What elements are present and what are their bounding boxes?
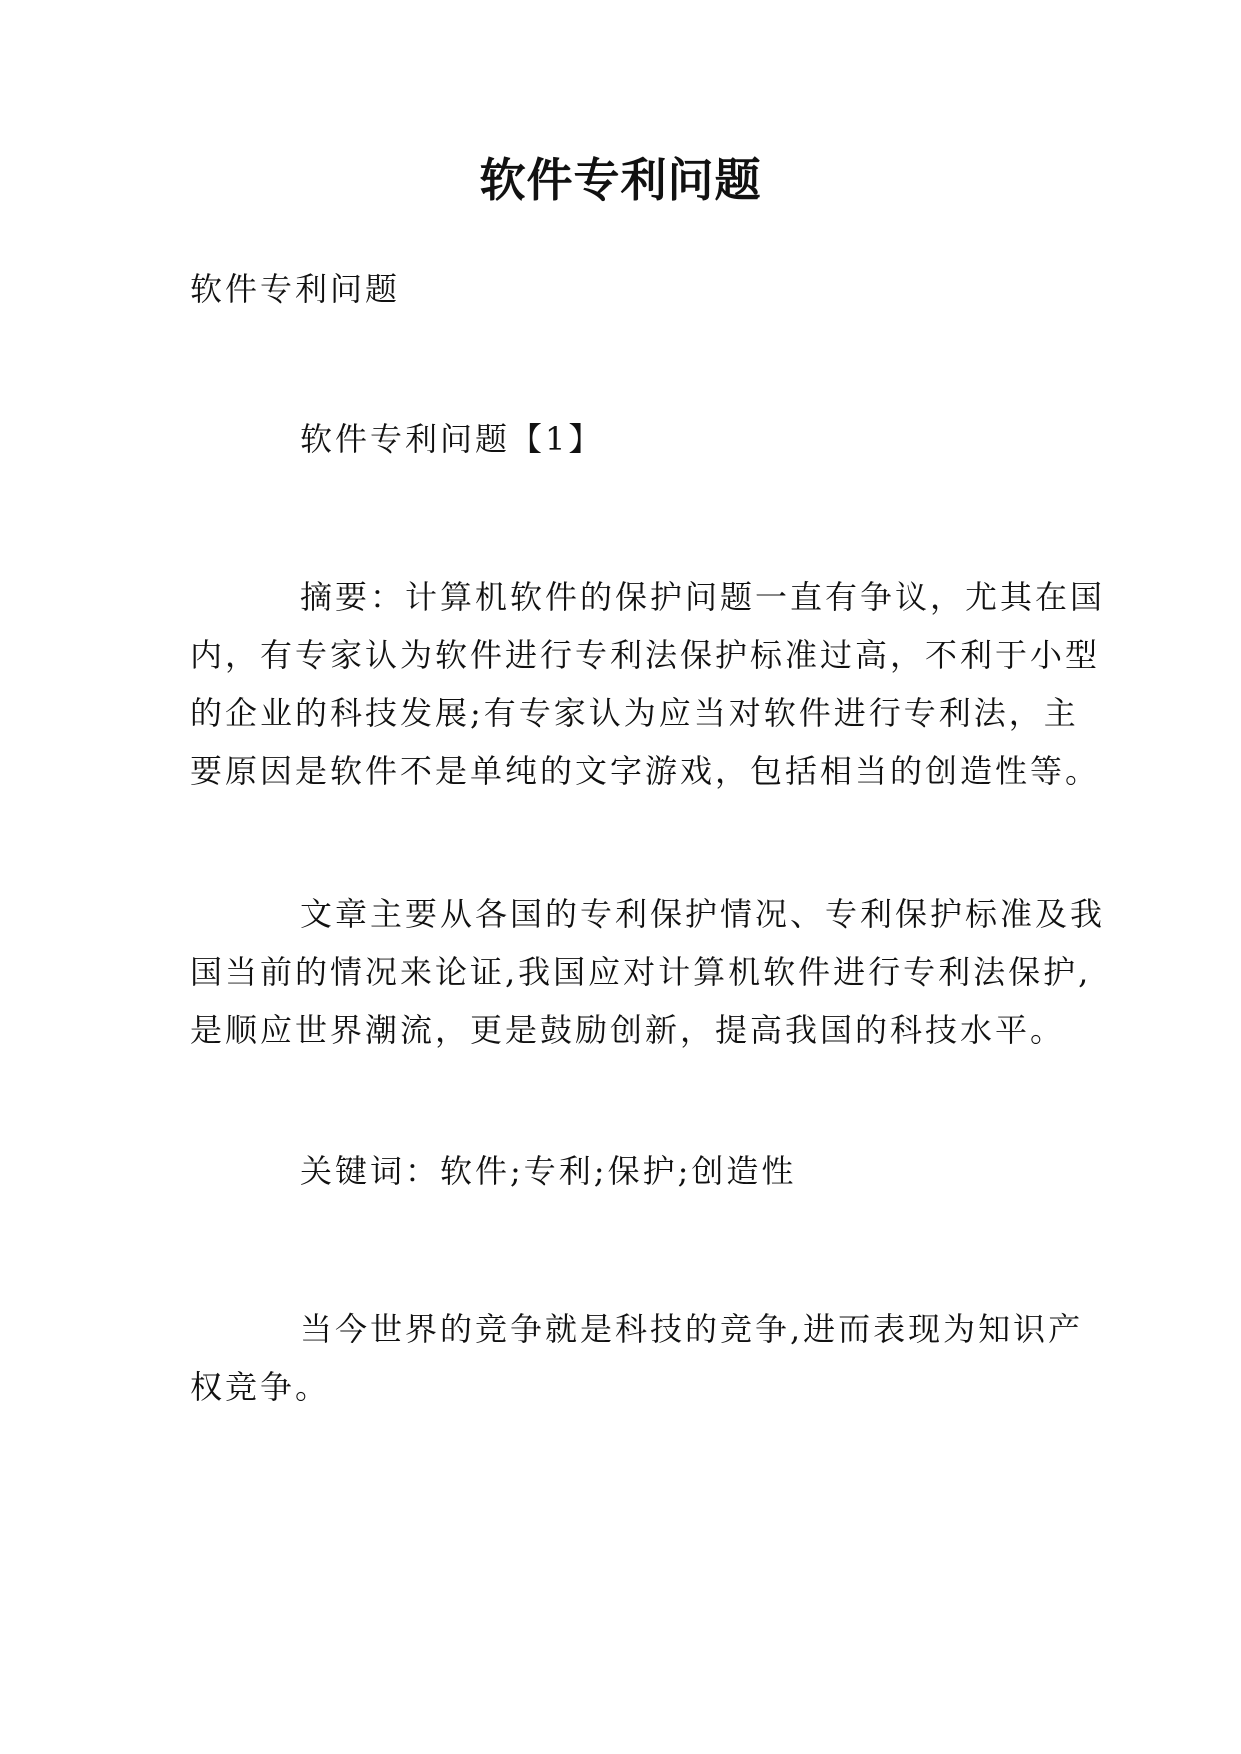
section-heading-text: 软件专利问题【1】 xyxy=(300,420,604,458)
paragraph-line: 权竞争。 xyxy=(190,1368,331,1406)
abstract-line: 要原因是软件不是单纯的文字游戏，包括相当的创造性等。 xyxy=(190,752,1101,790)
paragraph-line: 国当前的情况来论证,我国应对计算机软件进行专利法保护, xyxy=(190,953,1092,991)
subtitle-text: 软件专利问题 xyxy=(190,270,401,308)
document-title: 软件专利问题 xyxy=(479,153,762,207)
section-heading xyxy=(190,410,1050,468)
body-paragraph-2 xyxy=(190,885,1106,1059)
abstract-line: 的企业的科技发展;有专家认为应当对软件进行专利法，主 xyxy=(190,694,1079,732)
body-paragraph-3 xyxy=(190,1300,1084,1416)
abstract-line: 摘要：计算机软件的保护问题一直有争议，尤其在国 xyxy=(300,578,1106,616)
paragraph-line: 是顺应世界潮流，更是鼓励创新，提高我国的科技水平。 xyxy=(190,1011,1066,1049)
document-subtitle xyxy=(190,260,1050,318)
paragraph-line: 文章主要从各国的专利保护情况、专利保护标准及我 xyxy=(300,895,1106,933)
keywords-paragraph xyxy=(190,1142,1050,1200)
paragraph-line: 当今世界的竞争就是科技的竞争,进而表现为知识产 xyxy=(300,1310,1084,1348)
abstract-paragraph xyxy=(190,568,1106,800)
keywords-text: 关键词：软件;专利;保护;创造性 xyxy=(300,1152,797,1190)
abstract-line: 内，有专家认为软件进行专利法保护标准过高，不利于小型 xyxy=(190,636,1101,674)
